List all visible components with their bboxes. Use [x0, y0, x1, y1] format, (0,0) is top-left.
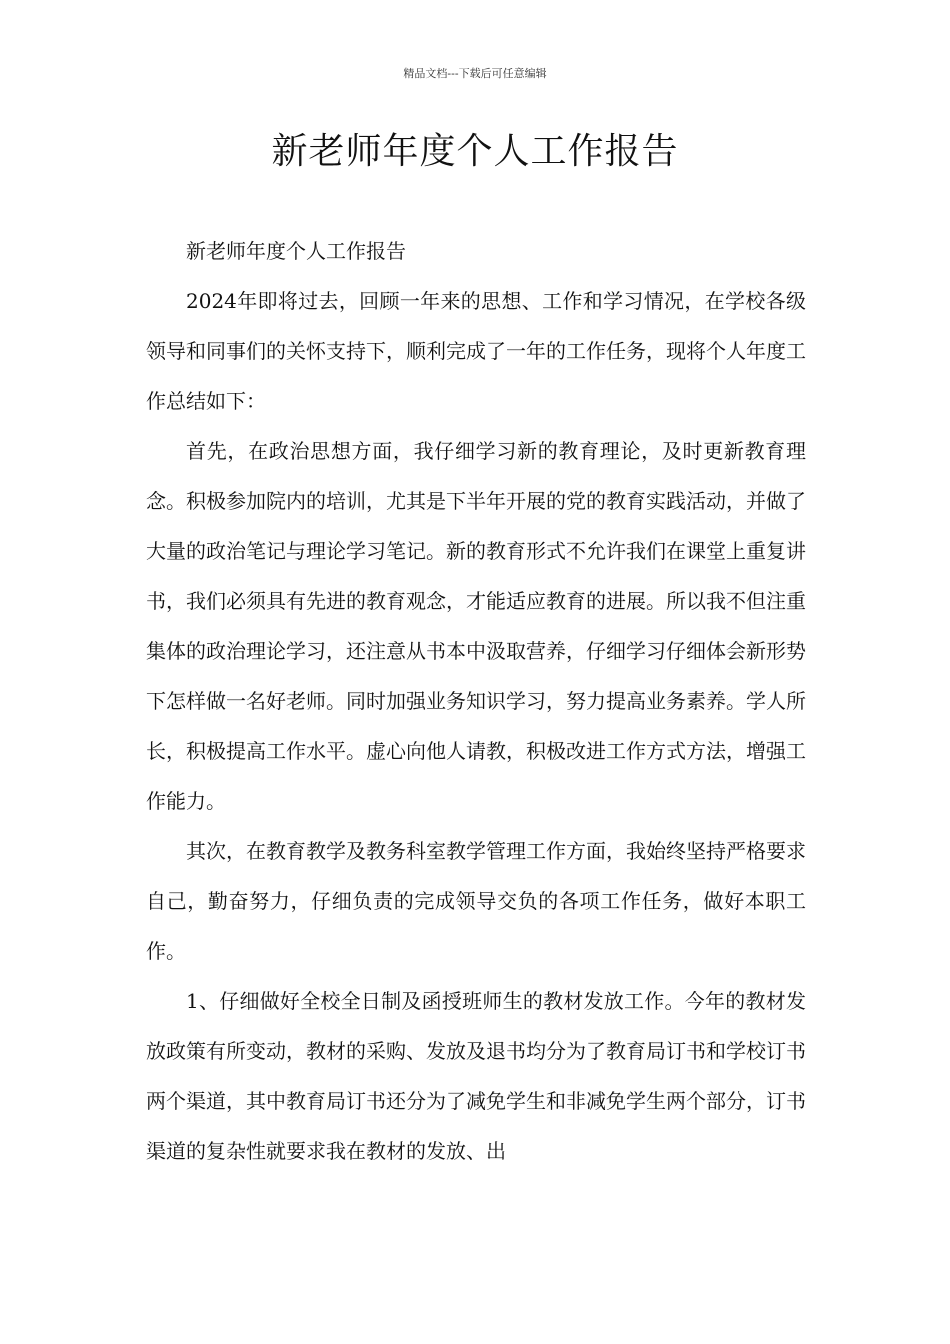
- header-note: 精品文档---下载后可任意编辑: [403, 67, 547, 80]
- political-thought-paragraph: 首先，在政治思想方面，我仔细学习新的教育理论，及时更新教育理念。积极参加院内的培训，尤其是下半年开展的党的教育实践活动，并做了大量的政治笔记与理论学习笔记。新的教育形式不允许我们在课堂上重复讲书，我们必须具有先进的教育观念，才能适应教育的进展。所以我不但注重集体的政治理论学习，还注意从书本中汲取营养，仔细学习仔细体会新形势下怎样做一名好老师。同时加强业务知识学习，努力提高业务素养。学人所长，积极提高工作水平。虚心向他人请教，积极改进工作方式方法，增强工作能力。: [146, 439, 806, 813]
- teaching-management-paragraph: 其次，在教育教学及教务科室教学管理工作方面，我始终坚持严格要求自己，勤奋努力，仔细负责的完成领导交负的各项工作任务，做好本职工作。: [146, 839, 806, 963]
- intro-paragraph: 2024年即将过去，回顾一年来的思想、工作和学习情况，在学校各级领导和同事们的关怀支持下，顺利完成了一年的工作任务，现将个人年度工作总结如下：: [146, 289, 806, 413]
- textbook-distribution-paragraph: 1、仔细做好全校全日制及函授班师生的教材发放工作。今年的教材发放政策有所变动，教材的采购、发放及退书均分为了教育局订书和学校订书两个渠道，其中教育局订书还分为了减免学生和非减免学生两个部分，订书渠道的复杂性就要求我在教材的发放、出: [146, 989, 806, 1163]
- subtitle-paragraph: 新老师年度个人工作报告: [186, 239, 406, 263]
- document-body: [146, 226, 806, 1176]
- document-title: 新老师年度个人工作报告: [271, 131, 679, 172]
